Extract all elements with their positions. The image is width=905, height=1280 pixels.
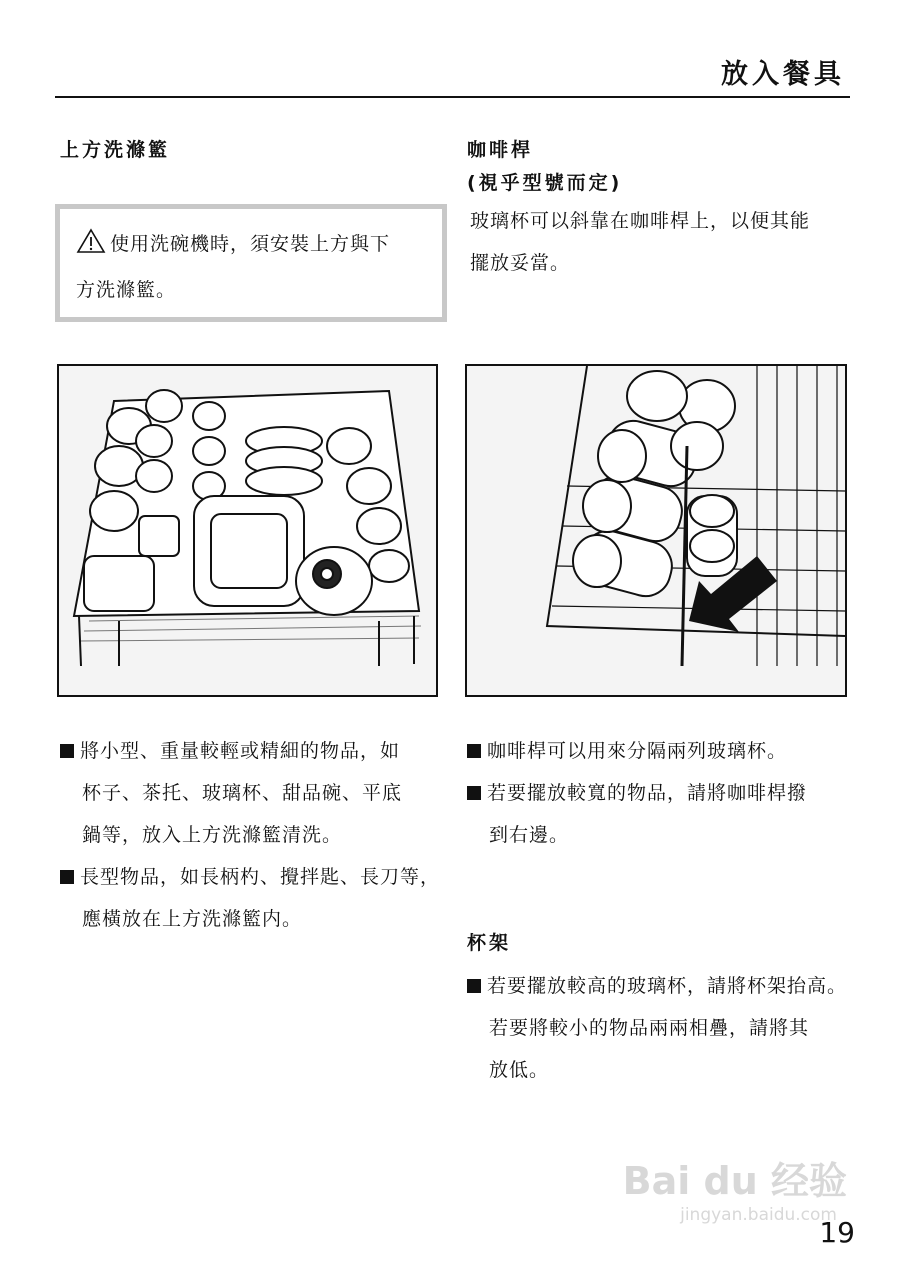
list-item: 咖啡桿可以用來分隔兩列玻璃杯。 (467, 730, 857, 772)
list-item: 將小型、重量較輕或精細的物品，如 杯子、茶托、玻璃杯、甜品碗、平底 鍋等，放入上方洗滌籃清洗。 (60, 730, 445, 856)
warning-line1: 使用洗碗機時，須安裝上方與下 (110, 233, 391, 255)
section-title-cup-rack: 杯架 (467, 932, 512, 954)
section-title-coffee-rod: 咖啡桿 (467, 139, 534, 161)
bullet-square-icon (467, 744, 481, 758)
cup-rack-bullet-list (467, 965, 862, 1091)
header-divider (55, 96, 850, 98)
bullet-square-icon (60, 870, 74, 884)
page-number: 19 (819, 1216, 855, 1249)
section-title-upper-basket: 上方洗滌籃 (60, 139, 171, 161)
list-item: 若要擺放較高的玻璃杯，請將杯架抬高。 若要將較小的物品兩兩相疊，請將其 放低。 (467, 965, 862, 1091)
coffee-rod-illustration (465, 364, 847, 697)
watermark-url: jingyan.baidu.com (680, 1205, 837, 1225)
bullet-square-icon (467, 786, 481, 800)
page-header-title: 放入餐具 (721, 59, 845, 90)
list-item: 若要擺放較寬的物品，請將咖啡桿撥 到右邊。 (467, 772, 857, 856)
warning-triangle-icon (76, 227, 106, 269)
upper-basket-illustration (57, 364, 438, 697)
warning-box (55, 204, 447, 322)
list-item: 長型物品，如長柄杓、攪拌匙、長刀等， 應橫放在上方洗滌籃内。 (60, 856, 445, 940)
warning-line2: 方洗滌籃。 (76, 279, 177, 301)
bullet-square-icon (467, 979, 481, 993)
bullet-square-icon (60, 744, 74, 758)
right-bullet-list (467, 730, 857, 856)
section-subtitle: (視乎型號而定) (467, 172, 623, 194)
coffee-rod-intro: 玻璃杯可以斜靠在咖啡桿上，以便其能 擺放妥當。 (470, 210, 811, 274)
left-bullet-list (60, 730, 445, 940)
watermark-logo: Bai du 经验 (622, 1159, 847, 1203)
